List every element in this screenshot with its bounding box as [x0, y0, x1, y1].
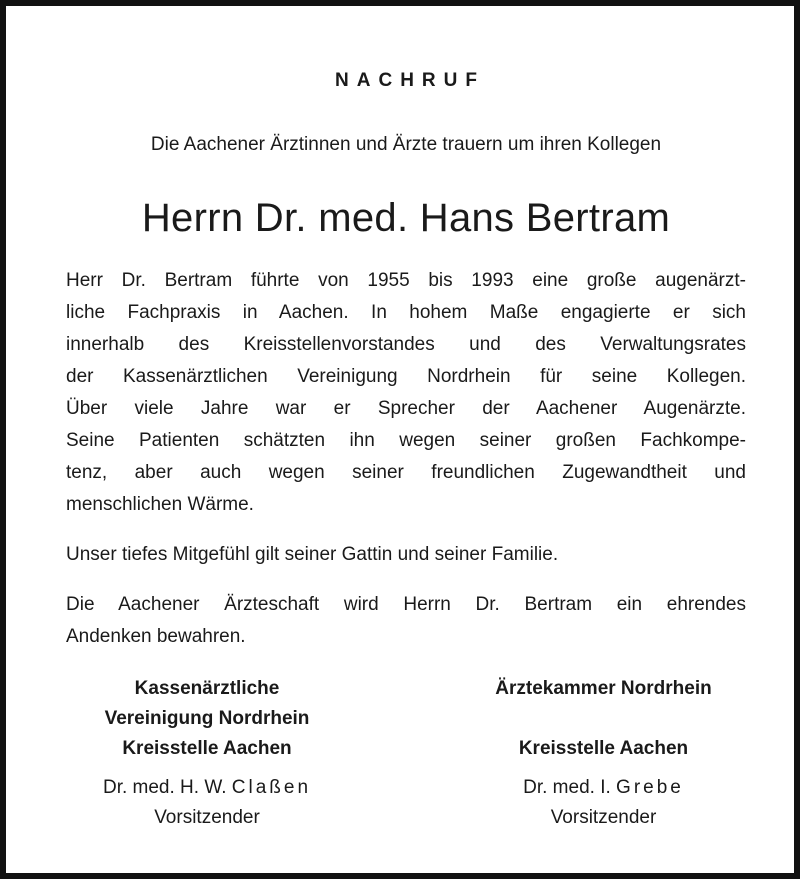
organization-branch: Kreisstelle Aachen	[518, 738, 689, 759]
text-line: der Kassenärztlichen Vereinigung Nordrhein für seine Kollegen.	[66, 366, 746, 387]
text-line: Herr Dr. Bertram führte von 1955 bis 1993 eine große augenärzt-	[66, 270, 746, 291]
condolence-paragraph: Unser tiefes Mitgefühl gilt seiner Gattin und seiner Familie.	[66, 544, 559, 565]
notice-heading: NACHRUF	[335, 70, 485, 91]
signer-surname: Grebe	[616, 777, 684, 798]
text-line: Die Aachener Ärzteschaft wird Herrn Dr. Bertram ein ehrendes	[66, 594, 746, 615]
signer-name	[46, 777, 368, 799]
text-line: liche Fachpraxis in Aachen. In hohem Maße engagierte er sich	[66, 302, 746, 323]
signer-name-text: Dr. med. H. W. Claßen	[102, 777, 312, 798]
deceased-name: Herrn Dr. med. Hans Bertram	[141, 196, 671, 240]
signer-role: Vorsitzender	[154, 807, 260, 828]
organization-name: Vereinigung Nordrhein	[104, 708, 310, 729]
text-line: Seine Patienten schätzten ihn wegen seiner großen Fachkompe-	[66, 430, 746, 451]
text-line: tenz, aber auch wegen seiner freundlichen Zugewandtheit und	[66, 462, 746, 483]
signer-role: Vorsitzender	[550, 807, 657, 828]
signer-name	[441, 777, 766, 799]
organization-name: Kassenärztliche	[134, 678, 280, 699]
signer-name-text: Dr. med. I. Grebe	[523, 777, 684, 798]
text-line: Über viele Jahre war er Sprecher der Aachener Augenärzte.	[66, 398, 746, 419]
intro-text: Die Aachener Ärztinnen und Ärzte trauern um ihren Kollegen	[150, 134, 662, 155]
text-line: menschlichen Wärme.	[66, 494, 254, 515]
text-line: innerhalb des Kreisstellenvorstandes und des Verwaltungsrates	[66, 334, 746, 355]
text-line: Andenken bewahren.	[66, 626, 246, 647]
organization-branch: Kreisstelle Aachen	[122, 738, 292, 759]
organization-name: Ärztekammer Nordrhein	[495, 678, 712, 699]
signer-surname: Claßen	[231, 777, 312, 798]
